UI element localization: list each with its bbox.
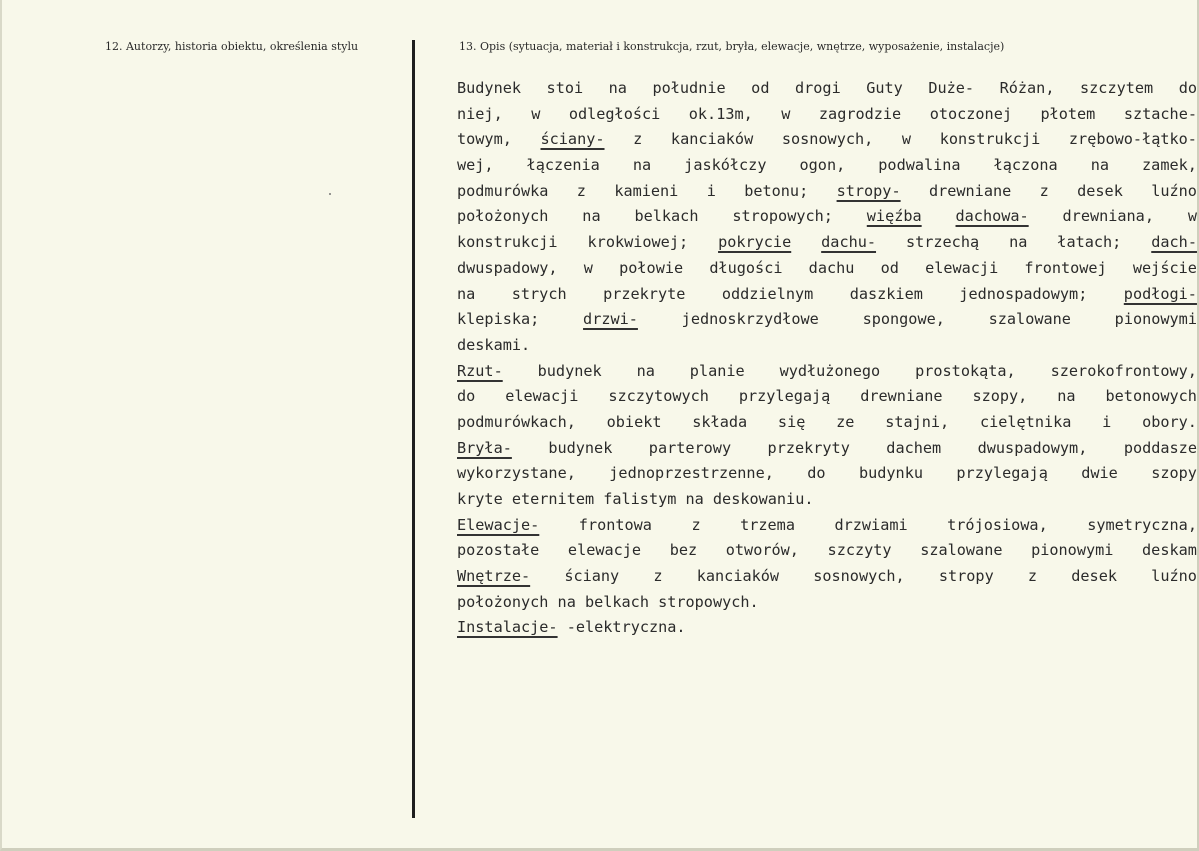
text-line (457, 153, 1197, 179)
word: odległości (568, 104, 661, 123)
word: zrębowo-łątko- (1068, 130, 1197, 149)
word: dachem (886, 438, 942, 457)
text-line (457, 436, 1197, 462)
underlined-term: podłogi- (1123, 284, 1197, 303)
word: stoi (546, 79, 584, 97)
word: w (583, 258, 593, 277)
word: na (608, 79, 627, 97)
underlined-term: dachu- (821, 233, 877, 252)
word: z (653, 567, 663, 586)
word: na (557, 592, 576, 611)
word: w (531, 104, 541, 123)
word: drogi (795, 79, 841, 97)
word: towym, (457, 130, 512, 149)
word: długości (709, 258, 783, 277)
word: budynek (537, 361, 602, 380)
word: parterowy (648, 438, 732, 457)
word: dachu (808, 258, 855, 277)
underlined-term: ściany- (540, 130, 605, 149)
word: elewacje (567, 541, 642, 560)
underlined-term: Elewacje- (457, 515, 540, 534)
word: trójosiowa, (947, 515, 1048, 534)
word: w (781, 104, 791, 123)
word: jednospadowym; (959, 284, 1088, 303)
word: szczytem (1080, 79, 1154, 97)
word: stropowych; (732, 207, 833, 226)
text-line (457, 538, 1197, 564)
word: położonych (457, 592, 549, 611)
word: przylegają (956, 464, 1048, 483)
word: w (901, 130, 912, 149)
underlined-term: Bryła- (457, 438, 512, 457)
word: z (576, 181, 586, 200)
word: luźno (1151, 181, 1197, 200)
text-line (457, 359, 1197, 385)
word: dwuspadowy, (457, 258, 558, 277)
word: bez (669, 541, 698, 560)
word: południe (652, 79, 726, 97)
word: i (706, 181, 716, 200)
word: łatach; (1057, 233, 1122, 252)
word: pozostałe (457, 541, 540, 560)
word: deskam (1142, 541, 1197, 560)
word: łączona (993, 156, 1058, 175)
word: klepiska; (457, 310, 540, 329)
right-column-heading: 13. Opis (sytuacja, materiał i konstrukcja, rzut, bryła, elewacje, wnętrze, wyposażenie, instalacje) (459, 40, 1005, 53)
underlined-term: więźba (866, 207, 922, 226)
word: cielętnika (979, 412, 1072, 431)
word: na (1090, 156, 1109, 175)
word: się (777, 412, 806, 431)
column-divider (412, 40, 415, 818)
underlined-term: stropy- (836, 181, 901, 200)
word: sztache- (1123, 104, 1197, 123)
word: stropowych. (658, 592, 759, 611)
word: dwie (1081, 464, 1118, 483)
word: trzema (740, 515, 795, 534)
underlined-term: Wnętrze- (457, 567, 531, 586)
word: na (685, 490, 704, 508)
word: płotem (1040, 104, 1096, 123)
text-line (457, 564, 1197, 590)
word: obory. (1142, 412, 1197, 431)
word: kanciaków (670, 130, 754, 149)
word: na (636, 361, 655, 380)
word: podmurówka (457, 181, 549, 200)
word: kamieni (614, 181, 679, 200)
word: szopy (1151, 464, 1197, 483)
word: frontowej (1024, 258, 1107, 277)
word: otworów, (725, 541, 799, 560)
word: do (807, 464, 826, 483)
word: na (1057, 387, 1076, 406)
underlined-term: Instalacje- (457, 618, 558, 637)
word: elewacji (925, 258, 999, 277)
word: drewniane (860, 387, 943, 406)
text-line (457, 487, 1197, 513)
word: kryte (457, 490, 503, 508)
word: składa (692, 412, 748, 431)
word: na (582, 207, 601, 226)
word: z (1027, 567, 1038, 586)
text-line (457, 102, 1197, 128)
word: Różan, (999, 79, 1055, 97)
underlined-term: pokrycie (718, 233, 792, 252)
word: spongowe, (862, 310, 945, 329)
text-line (457, 76, 1197, 102)
word: symetryczna, (1087, 515, 1197, 534)
word: drzwiami (834, 515, 908, 534)
word: szczytowych (608, 387, 709, 406)
word: podmurówkach, (457, 412, 576, 431)
text-line (457, 410, 1197, 436)
word: desek (1077, 181, 1123, 200)
word: dwuspadowym, (977, 438, 1088, 457)
underlined-term: dach- (1151, 233, 1197, 252)
text-line (457, 307, 1197, 333)
word: betonu; (744, 181, 809, 200)
word: na (1009, 233, 1028, 252)
word: jaskółczy (684, 156, 767, 175)
word: szerokofrontowy, (1050, 361, 1197, 380)
word: deskowaniu. (712, 490, 814, 508)
text-line (457, 230, 1197, 256)
word: konstrukcji (939, 130, 1041, 149)
word: zagrodzie (818, 104, 902, 123)
word: krokwiowej; (587, 233, 689, 252)
word: strych (511, 284, 567, 303)
word: prostokąta, (915, 361, 1016, 380)
word: od (880, 258, 899, 277)
word: w (1187, 207, 1197, 226)
word: ok.13m, (688, 104, 753, 123)
word: jednoskrzydłowe (681, 310, 819, 329)
word: stajni, (885, 412, 950, 431)
word: wej, (457, 156, 494, 175)
word: wykorzystane, (457, 464, 576, 483)
text-line (457, 333, 1197, 359)
word: szczyty (827, 541, 892, 560)
word: łączenia (526, 156, 600, 175)
word: szalowane (920, 541, 1003, 560)
word: sosnowych, (781, 130, 874, 149)
word: do (457, 387, 476, 406)
word: -elektryczna. (566, 618, 686, 637)
underlined-term: Rzut- (457, 361, 503, 380)
word: z (1039, 181, 1049, 200)
word: przylegają (738, 387, 831, 406)
word: i (1102, 412, 1112, 431)
word: przekryty (767, 438, 850, 457)
text-line (457, 461, 1197, 487)
word: kanciaków (696, 567, 780, 586)
word: niej, (457, 104, 503, 123)
word: daszkiem (849, 284, 923, 303)
word: położonych (457, 207, 549, 226)
text-line (457, 615, 1197, 641)
word: na (632, 156, 652, 175)
word: na (457, 284, 476, 303)
underlined-term: drzwi- (583, 310, 638, 329)
word: belkach (634, 207, 699, 226)
word: budynku (858, 464, 923, 483)
word: z (633, 130, 643, 149)
word: drewniana, (1062, 207, 1154, 226)
text-line (457, 384, 1197, 410)
word: konstrukcji (457, 233, 558, 252)
underlined-term: dachowa- (955, 207, 1029, 226)
word: ściany (564, 567, 620, 586)
word: do (1178, 79, 1197, 97)
paper-speck (329, 193, 331, 195)
word: drewniane (928, 181, 1012, 200)
word: otoczonej (929, 104, 1012, 123)
word: od (751, 79, 770, 97)
word: falistym (603, 490, 677, 508)
word: pionowymi (1114, 310, 1197, 329)
word: eternitem (511, 490, 595, 508)
word: jednoprzestrzenne, (609, 464, 774, 483)
word: połowie (619, 258, 684, 277)
word: strzechą (905, 233, 980, 252)
word: przekryte (603, 284, 686, 303)
word: elewacji (505, 387, 579, 406)
word: poddasze (1123, 438, 1197, 457)
text-line (457, 179, 1197, 205)
word: oddzielnym (721, 284, 814, 303)
word: ze (836, 412, 855, 431)
word: belkach (584, 592, 649, 611)
text-line (457, 282, 1197, 308)
word: luźno (1151, 567, 1197, 586)
word: betonowych (1105, 387, 1197, 406)
word: Duże- (928, 79, 975, 97)
word: desek (1071, 567, 1117, 586)
description-text (457, 76, 1197, 641)
word: szopy, (972, 387, 1028, 406)
word: podwalina (878, 156, 961, 175)
word: szalowane (988, 310, 1071, 329)
word: frontowa (578, 515, 652, 534)
text-line (457, 513, 1197, 539)
word: obiekt (606, 412, 662, 431)
text-line (457, 256, 1197, 282)
text-line (457, 127, 1197, 153)
word: ogon, (799, 156, 846, 175)
word: zamek, (1142, 156, 1197, 175)
word: stropy (938, 567, 994, 586)
word: pionowymi (1031, 541, 1114, 560)
word: wejście (1132, 258, 1197, 277)
text-line (457, 590, 1197, 616)
word: sosnowych, (813, 567, 905, 586)
word: Guty (866, 79, 903, 97)
text-line (457, 204, 1197, 230)
word: z (691, 515, 701, 534)
word: Budynek (457, 79, 522, 97)
left-column-heading: 12. Autorzy, historia obiektu, określenia stylu (105, 40, 359, 53)
word: planie (689, 361, 745, 380)
word: deskami. (457, 335, 531, 354)
word: wydłużonego (779, 361, 881, 380)
word: budynek (548, 438, 613, 457)
